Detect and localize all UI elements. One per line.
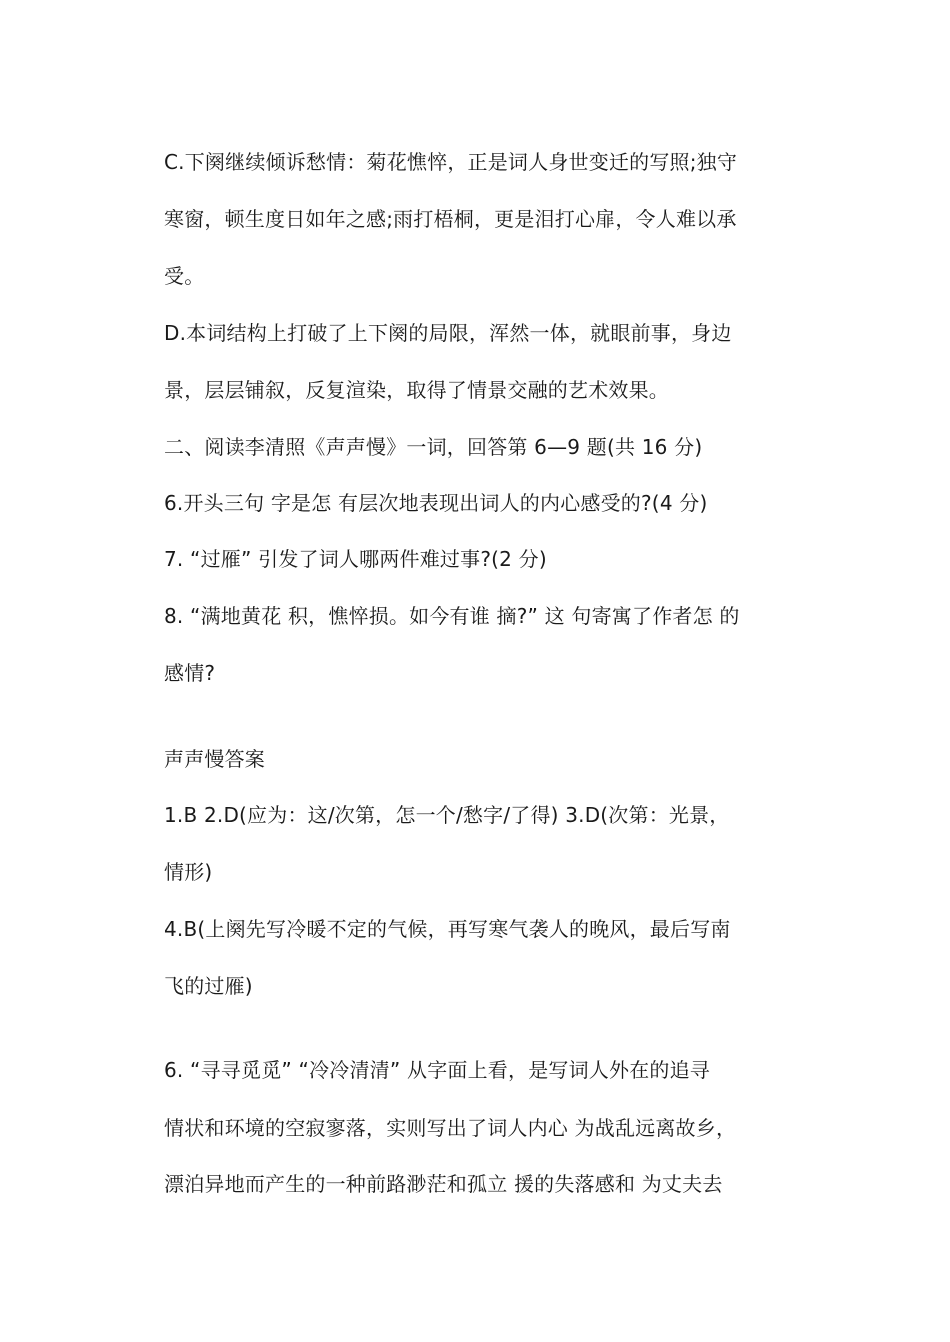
answer-line: 1.B 2.D(应为：这/次第，怎一个/愁字/了得) 3.D(次第：光景， bbox=[164, 803, 730, 827]
question-6: 6.开头三句 字是怎 有层次地表现出词人的内心感受的?(4 分) bbox=[164, 491, 708, 515]
answer-line: 飞的过雁) bbox=[164, 974, 253, 998]
answer-line: 漂泊异地而产生的一种前路渺茫和孤立 援的失落感和 为丈夫去 bbox=[164, 1172, 723, 1196]
section-heading: 二、阅读李清照《声声慢》一词，回答第 6—9 题(共 16 分) bbox=[164, 435, 703, 459]
text-line: D.本词结构上打破了上下阕的局限，浑然一体，就眼前事，身边 bbox=[164, 321, 732, 345]
text-line: 寒窗，顿生度日如年之感;雨打梧桐，更是泪打心扉，令人难以承 bbox=[164, 207, 737, 231]
answer-line: 情形) bbox=[164, 860, 213, 884]
answer-line: 情状和环境的空寂寥落，实则写出了词人内心 为战乱远离故乡， bbox=[164, 1116, 737, 1140]
text-line: 感情? bbox=[164, 661, 216, 685]
answer-line: 6. “寻寻觅觅” “冷冷清清” 从字面上看，是写词人外在的追寻 bbox=[164, 1058, 710, 1082]
answer-heading: 声声慢答案 bbox=[164, 747, 265, 771]
answer-line: 4.B(上阕先写冷暖不定的气候，再写寒气袭人的晚风，最后写南 bbox=[164, 917, 731, 941]
text-line: 景，层层铺叙，反复渲染，取得了情景交融的艺术效果。 bbox=[164, 378, 669, 402]
question-7: 7. “过雁” 引发了词人哪两件难过事?(2 分) bbox=[164, 547, 547, 571]
text-line: 受。 bbox=[164, 264, 205, 288]
text-line: C.下阕继续倾诉愁情：菊花憔悴，正是词人身世变迁的写照;独守 bbox=[164, 150, 738, 174]
question-8: 8. “满地黄花 积，憔悴损。如今有谁 摘?” 这 句寄寓了作者怎 的 bbox=[164, 604, 740, 628]
